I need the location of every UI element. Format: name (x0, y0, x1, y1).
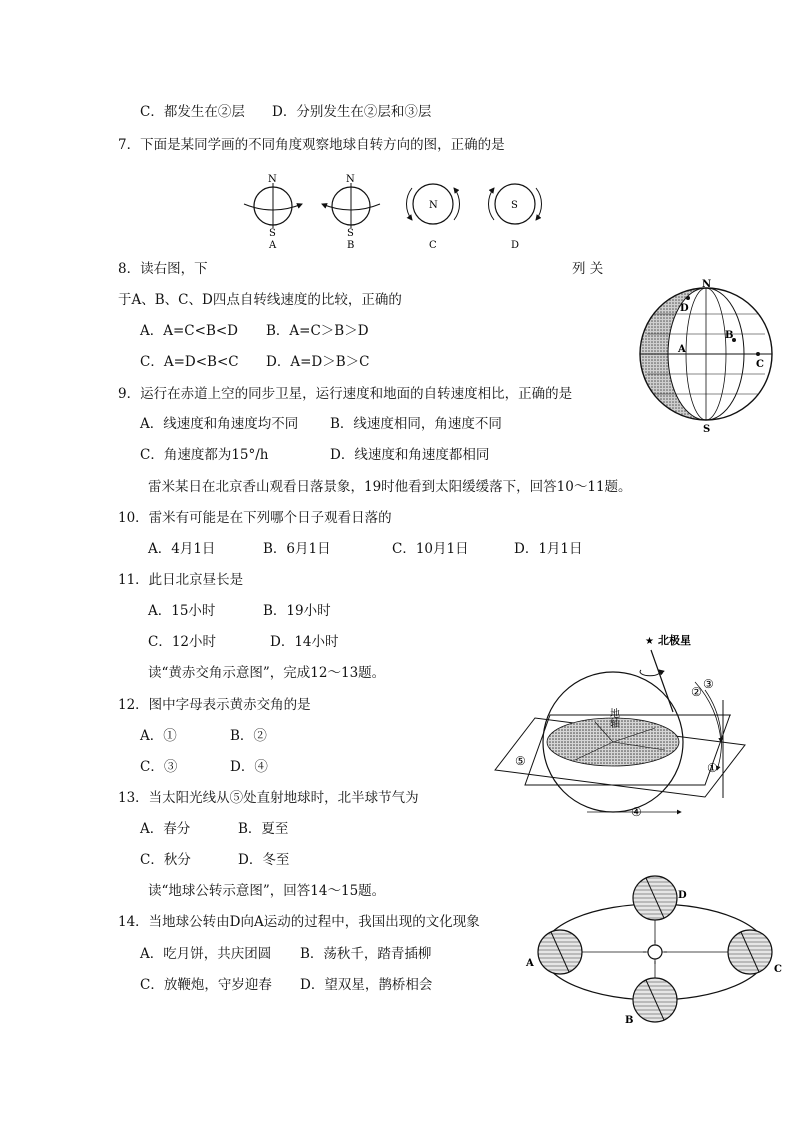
q14-option-d: D．望双星，鹊桥相会 (300, 977, 433, 993)
q14-label-b: B (625, 1015, 634, 1026)
q8-option-c: C．A=D<B<C (140, 354, 239, 370)
q13-stem: 13．当太阳光线从⑤处直射地球时，北半球节气为 (118, 790, 419, 806)
q8-stem-part-3: 于A、B、C、D四点自转线速度的比较，正确的 (118, 292, 402, 308)
q6-option-c: C．都发生在②层 (140, 104, 245, 120)
q8-stem-part-1: 8．读右图，下 (118, 261, 208, 277)
q14-stem: 14．当地球公转由D向A运动的过程中，我国出现的文化现象 (118, 914, 480, 930)
q8-option-b: B．A=C＞B＞D (266, 323, 369, 339)
q12-option-c: C．③ (140, 759, 178, 775)
q14-label-c: C (774, 964, 782, 975)
q7-stem: 7．下面是某同学画的不同角度观察地球自转方向的图，正确的是 (118, 137, 505, 153)
q14-earth-b (633, 978, 677, 1022)
q12-marker-3: ③ (703, 677, 714, 691)
q14-label-a: A (526, 958, 534, 969)
q7-d-south-label: S (511, 200, 518, 211)
q8-option-a: A．A=C<B<D (140, 323, 239, 339)
q8-point-c-label: C (756, 359, 764, 370)
q14-revolution-figure (520, 860, 790, 1030)
q8-stem-part-2: 列 关 (572, 261, 604, 277)
q8-globe-figure (630, 278, 790, 438)
q7-globe-b (322, 174, 380, 251)
q14-option-b: B．荡秋千，踏青插柳 (300, 946, 432, 962)
q7-a-north-label: N (268, 174, 277, 185)
q7-c-north-label: N (429, 200, 438, 211)
q7-c-label: C (429, 240, 437, 251)
q10-stem: 10．雷米有可能是在下列哪个日子观看日落的 (118, 510, 392, 526)
q9-option-c: C．角速度都为15°/h (140, 447, 269, 463)
q14-earth-c (728, 930, 772, 974)
q12-option-a: A．① (140, 728, 177, 744)
q12-marker-2: ② (691, 685, 702, 699)
q7-a-label: A (269, 240, 277, 251)
q9-option-a: A．线速度和角速度均不同 (140, 416, 299, 432)
q12-option-d: D．④ (230, 759, 268, 775)
q12-polaris-label: 北极星 (658, 634, 691, 647)
q8-point-a-label: A (678, 344, 686, 355)
q14-earth-d (633, 876, 677, 920)
q7-rotation-figure (230, 170, 560, 250)
q12-option-b: B．② (230, 728, 267, 744)
q10-option-a: A．4月1日 (148, 541, 216, 557)
q8-option-d: D．A=D＞B＞C (266, 354, 370, 370)
q10-option-b: B．6月1日 (263, 541, 331, 557)
q8-south-label: S (703, 424, 711, 435)
q9-option-b: B．线速度相同，角速度不同 (330, 416, 502, 432)
q12-marker-4: ④ (631, 805, 642, 819)
q7-globe-c (406, 184, 459, 251)
q14-earth-a (538, 930, 582, 974)
q8-point-b-label: B (725, 330, 734, 341)
q7-b-label: B (347, 240, 355, 251)
q9-option-d: D．线速度和角速度都相同 (330, 447, 490, 463)
q8-north-label: N (702, 279, 712, 290)
q12-obliquity-figure (495, 630, 765, 825)
q13-option-a: A．春分 (140, 821, 191, 837)
q6-option-d: D．分别发生在②层和③层 (272, 104, 432, 120)
q13-option-d: D．冬至 (238, 852, 290, 868)
q12-marker-1: ① (707, 761, 718, 775)
q12-axis-label: 地轴 (607, 708, 619, 728)
q11-option-d: D．14小时 (270, 634, 339, 650)
q7-a-south-label: S (269, 228, 276, 239)
q10-option-c: C．10月1日 (392, 541, 469, 557)
q7-globe-d (488, 184, 541, 251)
q11-stem: 11．此日北京昼长是 (118, 572, 244, 588)
q11-option-a: A．15小时 (148, 603, 216, 619)
intro-14-15: 读“地球公转示意图”，回答14～15题。 (148, 883, 386, 899)
q9-stem: 9．运行在赤道上空的同步卫星，运行速度和地面的自转速度相比，正确的是 (118, 386, 573, 402)
intro-12-13: 读“黄赤交角示意图”，完成12～13题。 (148, 665, 386, 681)
q14-option-c: C．放鞭炮，守岁迎春 (140, 977, 272, 993)
q13-option-b: B．夏至 (238, 821, 289, 837)
q11-option-c: C．12小时 (148, 634, 217, 650)
q12-marker-5: ⑤ (515, 754, 526, 768)
q10-option-d: D．1月1日 (514, 541, 583, 557)
q12-stem: 12．图中字母表示黄赤交角的是 (118, 697, 311, 713)
q14-option-a: A．吃月饼，共庆团圆 (140, 946, 272, 962)
intro-10-11: 雷米某日在北京香山观看日落景象，19时他看到太阳缓缓落下，回答10～11题。 (148, 479, 632, 495)
q13-option-c: C．秋分 (140, 852, 191, 868)
q11-option-b: B．19小时 (263, 603, 331, 619)
q7-b-north-label: N (346, 174, 355, 185)
q7-d-label: D (511, 240, 520, 251)
q7-globe-a (244, 174, 302, 251)
q7-b-south-label: S (347, 228, 354, 239)
q12-polaris-star-icon: ★ (645, 636, 654, 647)
q8-point-d-label: D (680, 303, 689, 314)
q14-label-d: D (678, 890, 687, 901)
